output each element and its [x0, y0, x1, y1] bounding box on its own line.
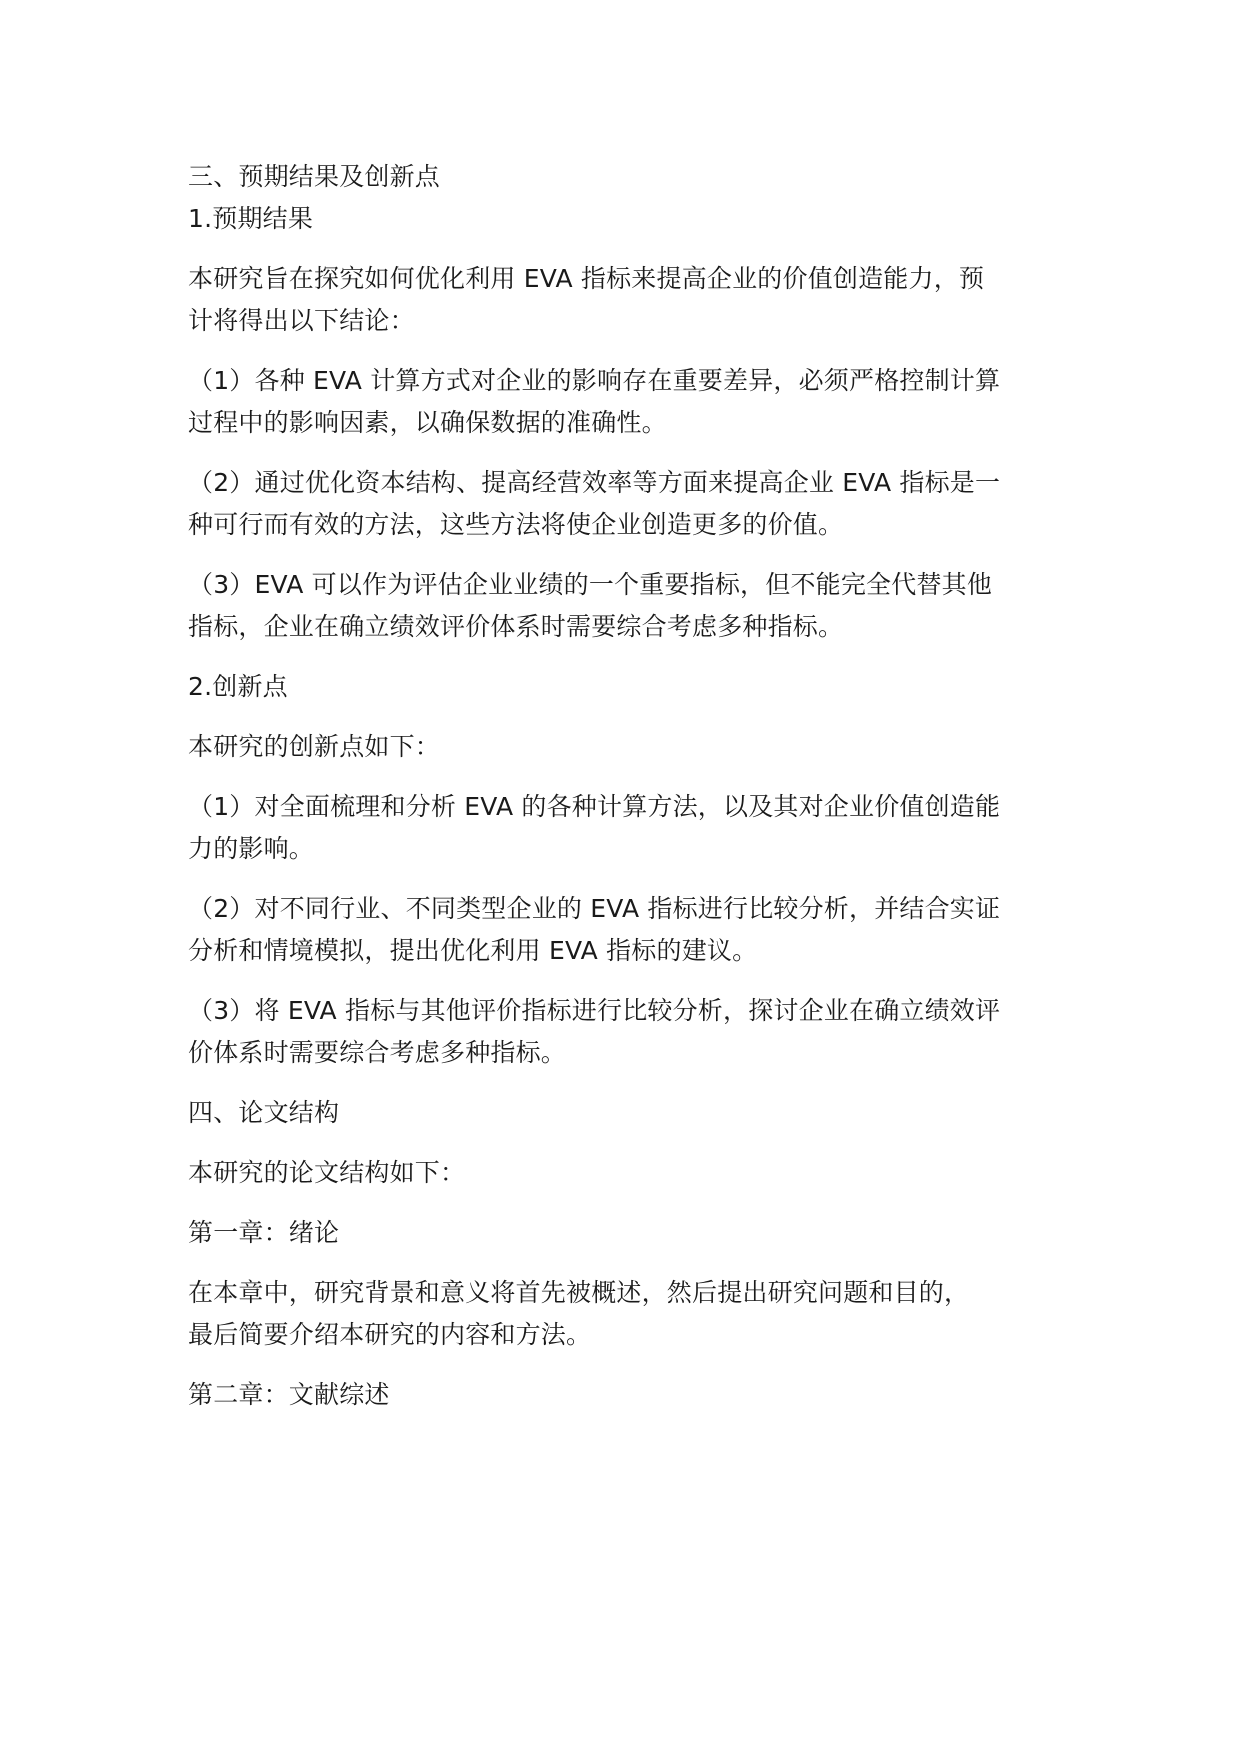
list-item-line: （3）EVA 可以作为评估企业业绩的一个重要指标，但不能完全代替其他 — [188, 570, 993, 599]
section-heading-3: 三、预期结果及创新点 — [188, 162, 441, 191]
list-item-line: （2）通过优化资本结构、提高经营效率等方面来提高企业 EVA 指标是一 — [188, 468, 1001, 497]
list-item-line: （1）对全面梳理和分析 EVA 的各种计算方法，以及其对企业价值创造能 — [188, 792, 1001, 821]
list-item-line: 过程中的影响因素，以确保数据的准确性。 — [188, 408, 667, 437]
paragraph-line: 本研究旨在探究如何优化利用 EVA 指标来提高企业的价值创造能力，预 — [188, 264, 985, 293]
subheading-expected-results: 1.预期结果 — [188, 204, 314, 233]
list-item-line: 价体系时需要综合考虑多种指标。 — [188, 1038, 567, 1067]
list-item-line: （2）对不同行业、不同类型企业的 EVA 指标进行比较分析，并结合实证 — [188, 894, 1001, 923]
list-item-line: （3）将 EVA 指标与其他评价指标进行比较分析，探讨企业在确立绩效评 — [188, 996, 1001, 1025]
paragraph-line: 本研究的创新点如下： — [188, 732, 441, 761]
paragraph-line: 最后简要介绍本研究的内容和方法。 — [188, 1320, 592, 1349]
list-item-line: 分析和情境模拟，提出优化利用 EVA 指标的建议。 — [188, 936, 758, 965]
list-item-line: 力的影响。 — [188, 834, 315, 863]
paragraph-line: 在本章中，研究背景和意义将首先被概述，然后提出研究问题和目的， — [188, 1278, 970, 1307]
chapter-heading-2: 第二章：文献综述 — [188, 1380, 390, 1409]
list-item-line: 种可行而有效的方法，这些方法将使企业创造更多的价值。 — [188, 510, 844, 539]
subheading-innovation: 2.创新点 — [188, 672, 288, 701]
list-item-line: 指标，企业在确立绩效评价体系时需要综合考虑多种指标。 — [188, 612, 844, 641]
paragraph-line: 计将得出以下结论： — [188, 306, 415, 335]
chapter-heading-1: 第一章：绪论 — [188, 1218, 340, 1247]
section-heading-4: 四、论文结构 — [188, 1098, 340, 1127]
paragraph-line: 本研究的论文结构如下： — [188, 1158, 466, 1187]
list-item-line: （1）各种 EVA 计算方式对企业的影响存在重要差异，必须严格控制计算 — [188, 366, 1001, 395]
